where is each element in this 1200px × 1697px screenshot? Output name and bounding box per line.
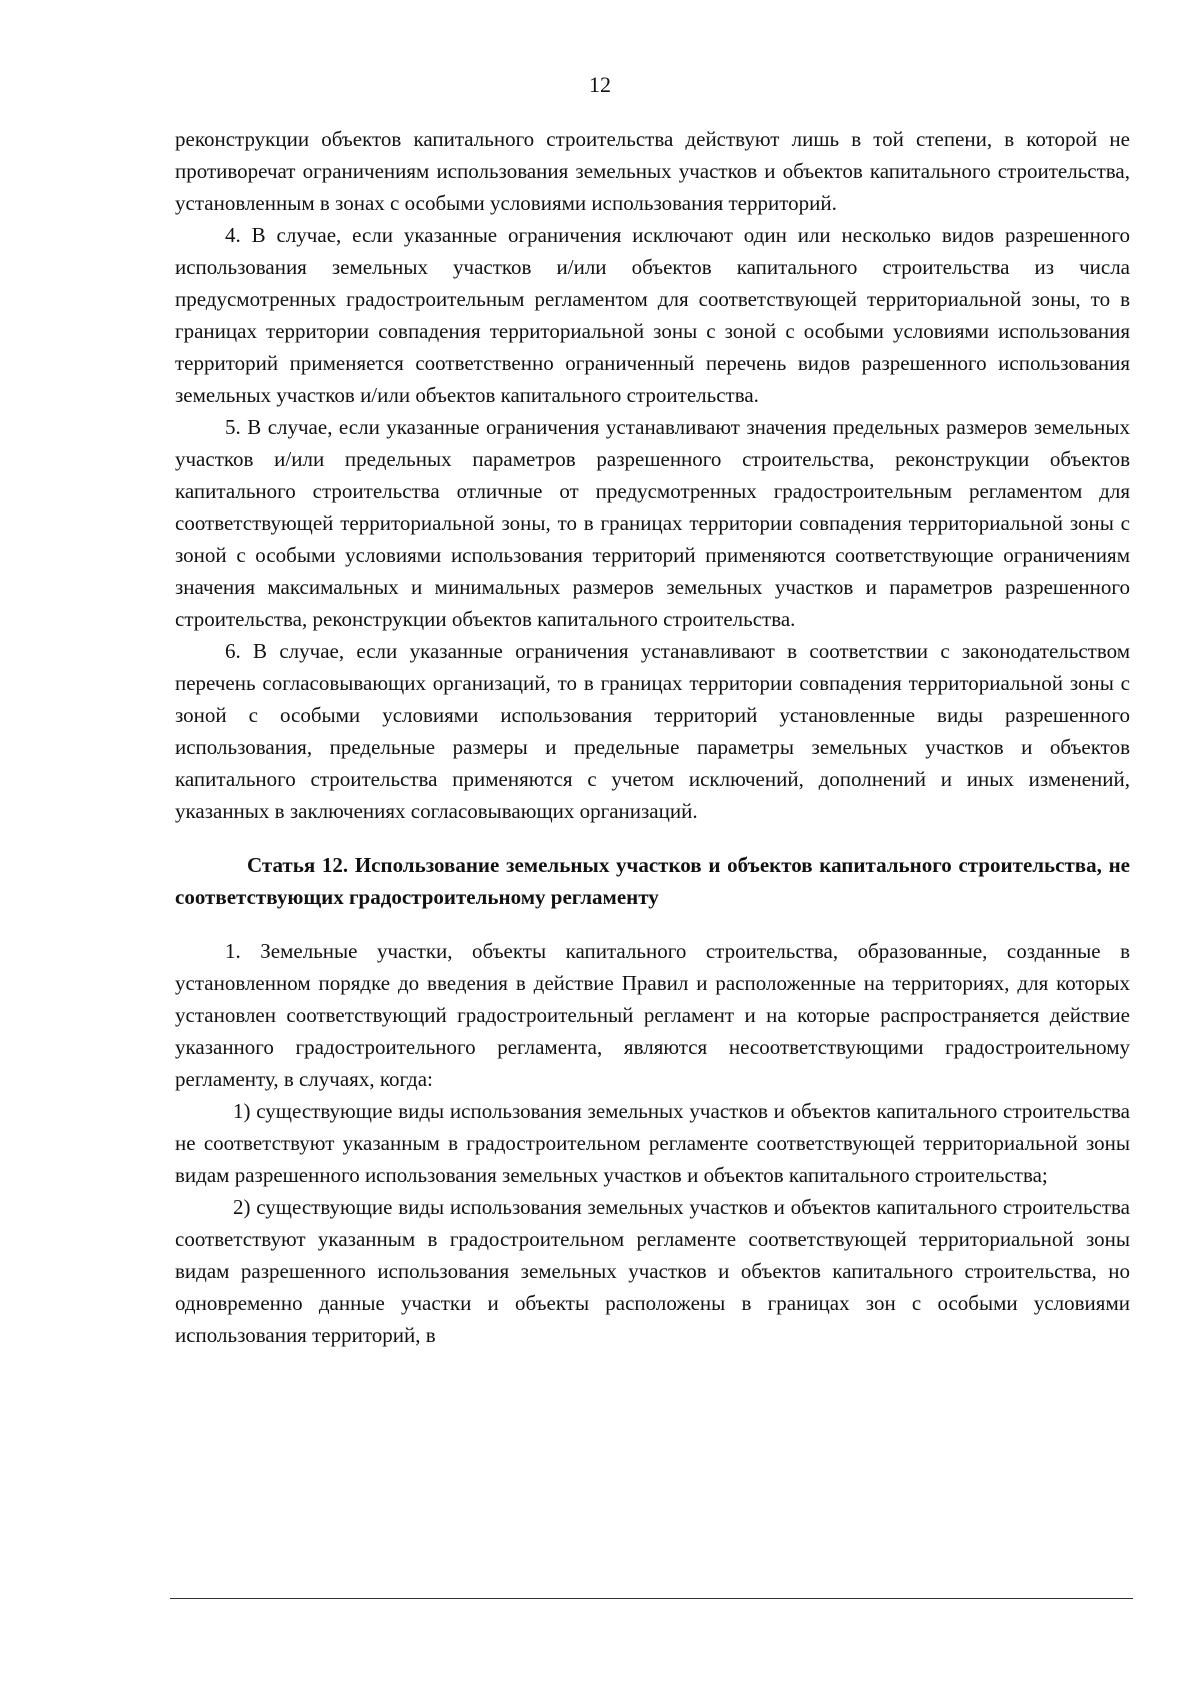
paragraph-item-4: 4. В случае, если указанные ограничения исключают один или несколько видов разрешенного использования земельных участков и/или объектов капитального строительства из числа предусмотренных градостроительным регламентом для соответствующей территориальной зоны, то в границах территории совпадения территориальной зоны с зоной с особыми условиями использования территорий применяется соответственно ограниченный перечень видов разрешенного использования земельных участков и/или объектов капитального строительства. [175,223,1130,407]
paragraph-article-item-1: 1. Земельные участки, объекты капитального строительства, образованные, созданные в установленном порядке до введения в действие Правил и расположенные на территориях, для которых установлен соответствующий градостроительный регламент и на которые распространяется действие указанного градостроительного регламента, являются несоответствующими градостроительному регламенту, в случаях, когда: [175,939,1130,1091]
paragraph-item-6: 6. В случае, если указанные ограничения устанавливают в соответствии с законодательством перечень согласовывающих организаций, то в границах территории совпадения территориальной зоны с зоной с особыми условиями использования территорий установленные виды разрешенного использования, предельные размеры и предельные параметры земельных участков и объектов капитального строительства применяются с учетом исключений, дополнений и иных изменений, указанных в заключениях согласовывающих организаций. [175,639,1130,823]
footer-divider-line [170,1598,1133,1599]
paragraph-continuation: реконструкции объектов капитального строительства действуют лишь в той степени, в которой не противоречат ограничениям использования земельных участков и объектов капитального строительства, установленным в зонах с особыми условиями использования территорий. [175,127,1130,215]
paragraph-subitem-1: 1) существующие виды использования земельных участков и объектов капитального строительства не соответствуют указанным в градостроительном регламенте соответствующей территориальной зоны видам разрешенного использования земельных участков и объектов капитального строительства; [175,1099,1130,1187]
paragraph-subitem-2: 2) существующие виды использования земельных участков и объектов капитального строительства соответствуют указанным в градостроительном регламенте соответствующей территориальной зоны видам разрешенного использования земельных участков и объектов капитального строительства, но одновременно данные участки и объекты расположены в границах зон с особыми условиями использования территорий, в [175,1195,1130,1347]
article-heading: Статья 12. Использование земельных участков и объектов капитального строительства, не соответствующих градостроительному регламенту [175,853,1130,909]
page-number: 12 [589,72,611,97]
paragraph-item-5: 5. В случае, если указанные ограничения устанавливают значения предельных размеров земельных участков и/или предельных параметров разрешенного строительства, реконструкции объектов капитального строительства отличные от предусмотренных градостроительным регламентом для соответствующей территориальной зоны, то в границах территории совпадения территориальной зоны с зоной с особыми условиями использования территорий применяются соответствующие ограничениям значения максимальных и минимальных размеров земельных участков и параметров разрешенного строительства, реконструкции объектов капитального строительства. [175,415,1130,631]
document-body [175,123,1130,1351]
